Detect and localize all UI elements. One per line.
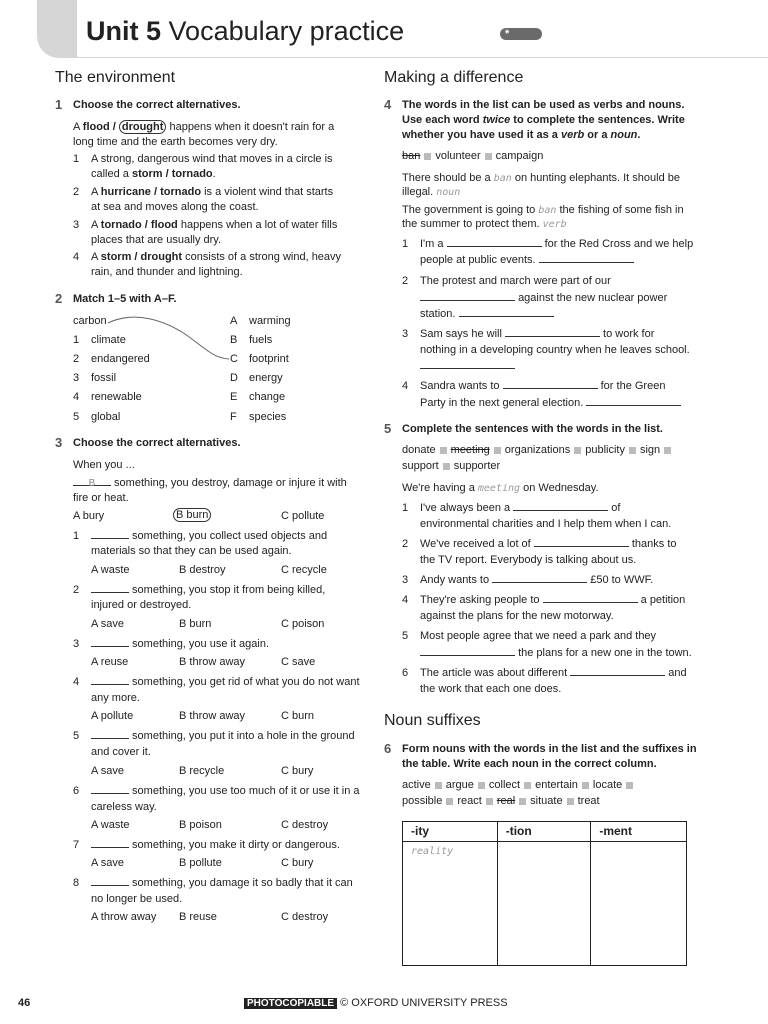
item-text: We've received a lot of thanks to	[420, 538, 677, 550]
match-right-word: energy	[249, 372, 283, 384]
option: B throw away	[179, 710, 246, 722]
exercise-instruction: Choose the correct alternatives.	[73, 99, 241, 111]
item-text: The protest and march were part of our	[420, 275, 611, 287]
item-text: at sea and moves along the coast.	[91, 201, 259, 213]
item-number: 3	[402, 574, 409, 586]
exercise-instruction: Complete the sentences with the words in the list.	[402, 423, 663, 435]
example-sentence: the summer to protect them. verb	[402, 218, 567, 230]
item-number: 1	[402, 502, 409, 514]
match-left-word: global	[91, 411, 121, 423]
table-cell[interactable]	[591, 842, 687, 966]
item-number: 3	[402, 328, 409, 340]
example-sentence: A flood / drought happens when it doesn't rain for a	[73, 121, 335, 133]
answer-blank	[534, 537, 629, 547]
item-text: Andy wants to £50 to WWF.	[420, 574, 654, 586]
page-number: 46	[18, 997, 31, 1009]
item-text: people at public events.	[420, 253, 634, 268]
exercise-number: 2	[55, 291, 63, 306]
item-letter: A	[230, 315, 238, 327]
item-text: rain, and thunder and lightning.	[91, 266, 243, 278]
item-text: nothing in a developing country when he leaves school.	[420, 344, 690, 356]
item-text: injured or destroyed.	[91, 599, 192, 611]
item-text: The article was about different and	[420, 667, 687, 679]
exercise-number: 1	[55, 97, 63, 112]
word-list: ban volunteer campaign	[402, 150, 544, 162]
photocopiable-label: PHOTOCOPIABLE	[244, 998, 337, 1009]
item-number: 4	[402, 380, 409, 392]
answer-blank	[447, 237, 542, 247]
item-text: something, you make it dirty or dangerous.	[91, 838, 340, 853]
option: C burn	[281, 710, 315, 722]
example-answer: B	[88, 478, 96, 489]
item-text: A tornado / flood happens when a lot of water fills	[91, 219, 338, 231]
section-title-making-a-difference: Making a difference	[384, 69, 524, 86]
item-text: Sam says he will to work for	[420, 328, 655, 340]
item-number: 1	[402, 238, 409, 250]
item-text: They're asking people to a petition	[420, 594, 686, 606]
item-text: and cover it.	[91, 746, 151, 758]
exercise-instruction: Match 1–5 with A–F.	[73, 293, 177, 305]
option: B pollute	[179, 857, 222, 869]
match-left-word: endangered	[91, 353, 150, 365]
item-number: 2	[402, 538, 409, 550]
item-letter: D	[230, 372, 238, 384]
item-text: Sandra wants to for the Green	[420, 380, 666, 392]
item-number: 1	[73, 334, 80, 346]
footer-credit	[244, 996, 508, 1011]
item-number: 4	[73, 676, 80, 688]
exercise-instruction: The words in the list can be used as verbs and nouns.	[402, 99, 685, 111]
answer-blank	[459, 307, 554, 317]
item-text: A hurricane / tornado is a violent wind that starts	[91, 186, 334, 198]
item-number: 4	[73, 251, 80, 263]
example-sentence: The government is going to ban the fishing of some fish in	[402, 204, 684, 216]
publisher: © OXFORD UNIVERSITY PRESS	[340, 997, 508, 1009]
circled-answer: drought	[119, 120, 167, 134]
item-number: 7	[73, 839, 80, 851]
option: C poison	[281, 618, 325, 630]
exercise-number: 3	[55, 435, 63, 450]
match-left-word: fossil	[91, 372, 117, 384]
match-right-word: warming	[249, 315, 291, 327]
item-number: 2	[402, 275, 409, 287]
item-text: A storm / drought consists of a strong wind, heavy	[91, 251, 342, 263]
match-left-word: climate	[91, 334, 126, 346]
item-text: Most people agree that we need a park and they	[420, 630, 657, 642]
section-title-noun-suffixes: Noun suffixes	[384, 712, 481, 729]
item-text: environmental charities and I help them when I can.	[420, 518, 672, 530]
option: C destroy	[281, 819, 329, 831]
word-list: possible react real situate treat	[402, 795, 600, 807]
option: B poison	[179, 819, 222, 831]
answer-blank	[513, 501, 608, 511]
match-left-word: renewable	[91, 391, 142, 403]
example-sentence: illegal. noun	[402, 186, 461, 198]
item-number: 4	[73, 391, 80, 403]
table-cell[interactable]	[403, 842, 498, 966]
item-number: 3	[73, 638, 80, 650]
example-answer: reality	[411, 846, 454, 857]
item-text: I've always been a of	[420, 502, 621, 514]
option: C bury	[281, 765, 314, 777]
option: A reuse	[91, 656, 129, 668]
table-header: -ity	[403, 822, 498, 842]
page-title	[86, 14, 404, 48]
item-number: 2	[73, 186, 80, 198]
item-number: 1	[73, 153, 80, 165]
suffix-table	[402, 821, 687, 966]
answer-blank	[570, 666, 665, 676]
option: C pollute	[281, 510, 325, 522]
item-text: something, you stop it from being killed,	[91, 583, 325, 598]
exercise-instruction: whether you have used it as a verb or a noun.	[402, 129, 641, 141]
option: C save	[281, 656, 316, 668]
item-text: something, you use too much of it or use it in a	[91, 784, 360, 799]
match-right-word: species	[249, 411, 287, 423]
match-right-word: fuels	[249, 334, 273, 346]
item-number: 6	[73, 785, 80, 797]
answer-blank-line	[420, 359, 515, 374]
item-number: 6	[402, 667, 409, 679]
option: B burn	[179, 618, 212, 630]
item-text: the work that each one does.	[420, 683, 562, 695]
item-text: careless way.	[91, 801, 157, 813]
option: A save	[91, 765, 125, 777]
item-text: Party in the next general election.	[420, 396, 681, 411]
exercise-number: 5	[384, 421, 392, 436]
item-text: materials so that they can be used again.	[91, 545, 292, 557]
option: A waste	[91, 564, 130, 576]
table-header: -ment	[591, 822, 687, 842]
item-letter: C	[230, 353, 238, 365]
example-sentence-line2: fire or heat.	[73, 492, 129, 504]
item-number: 5	[73, 411, 80, 423]
example-sentence: B something, you destroy, damage or injure it with	[73, 476, 347, 491]
item-text: against the plans for the new motorway.	[420, 610, 614, 622]
item-text: I'm a for the Red Cross and we help	[420, 238, 694, 250]
exercise-instruction: Form nouns with the words in the list and the suffixes in	[402, 743, 697, 755]
match-right-word: change	[249, 391, 286, 403]
option: A save	[91, 618, 125, 630]
item-number: 5	[402, 630, 409, 642]
match-left-example: carbon	[73, 315, 107, 327]
option: A waste	[91, 819, 130, 831]
answer-blank	[505, 327, 600, 337]
item-letter: B	[230, 334, 238, 346]
item-text: no longer be used.	[91, 893, 183, 905]
item-number: 2	[73, 584, 80, 596]
exercise-intro: When you ...	[73, 459, 135, 471]
option: C destroy	[281, 911, 329, 923]
example-sentence: We're having a meeting on Wednesday.	[402, 482, 599, 494]
difficulty-badge: *	[500, 28, 542, 40]
item-letter: F	[230, 411, 237, 423]
option: A throw away	[91, 911, 157, 923]
answer-blank	[503, 379, 598, 389]
option: B reuse	[179, 911, 217, 923]
exercise-instruction: Choose the correct alternatives.	[73, 437, 241, 449]
item-text: the TV report. Everybody is talking about us.	[420, 554, 637, 566]
title-text: Vocabulary practice	[168, 16, 405, 46]
item-number: 3	[73, 372, 80, 384]
answer-blank	[420, 291, 515, 301]
answer-blank	[420, 646, 515, 656]
item-text: something, you damage it so badly that it can	[91, 876, 353, 891]
item-number: 1	[73, 530, 80, 542]
exercise-number: 6	[384, 741, 392, 756]
answer-blank	[539, 253, 634, 263]
table-cell[interactable]	[497, 842, 591, 966]
item-letter: E	[230, 391, 238, 403]
option-circled: B burn	[173, 508, 211, 523]
item-number: 2	[73, 353, 80, 365]
item-text: places that are usually dry.	[91, 234, 222, 246]
word-list: support supporter	[402, 460, 501, 472]
section-title-environment: The environment	[55, 69, 176, 86]
item-text: A strong, dangerous wind that moves in a circle is	[91, 153, 333, 165]
match-right-word: footprint	[249, 353, 289, 365]
item-text: something, you use it again.	[91, 637, 269, 652]
word-list: active argue collect entertain locate	[402, 778, 637, 793]
answer-blank	[586, 396, 681, 406]
example-sentence: There should be a ban on hunting elephants. It should be	[402, 172, 680, 184]
example-sentence-line2: long time and the earth becomes very dry.	[73, 136, 278, 148]
exercise-instruction: the table. Write each noun in the correct column.	[402, 758, 657, 770]
item-number: 5	[73, 730, 80, 742]
item-text: called a storm / tornado.	[91, 168, 216, 180]
item-number: 3	[73, 219, 80, 231]
option: B throw away	[179, 656, 246, 668]
item-text: the plans for a new one in the town.	[420, 646, 692, 661]
option: C recycle	[281, 564, 327, 576]
option: B recycle	[179, 765, 225, 777]
table-header: -tion	[497, 822, 591, 842]
item-number: 4	[402, 594, 409, 606]
item-text: station.	[420, 307, 554, 322]
item-text: against the new nuclear power	[420, 291, 667, 306]
option: A pollute	[91, 710, 134, 722]
option: A bury	[73, 510, 105, 522]
item-text: something, you get rid of what you do not want	[91, 675, 360, 690]
exercise-instruction: Use each word twice to complete the sentences. Write	[402, 114, 685, 126]
unit-label: Unit 5	[86, 16, 162, 46]
answer-blank	[543, 593, 638, 603]
item-text: something, you collect used objects and	[91, 529, 327, 544]
option: C bury	[281, 857, 314, 869]
item-text: something, you put it into a hole in the ground	[91, 729, 355, 744]
option: B destroy	[179, 564, 226, 576]
item-number: 8	[73, 877, 80, 889]
item-text: any more.	[91, 692, 140, 704]
option: A save	[91, 857, 125, 869]
word-list: donate meeting organizations publicity sign	[402, 443, 675, 458]
exercise-number: 4	[384, 97, 392, 112]
answer-blank	[492, 573, 587, 583]
